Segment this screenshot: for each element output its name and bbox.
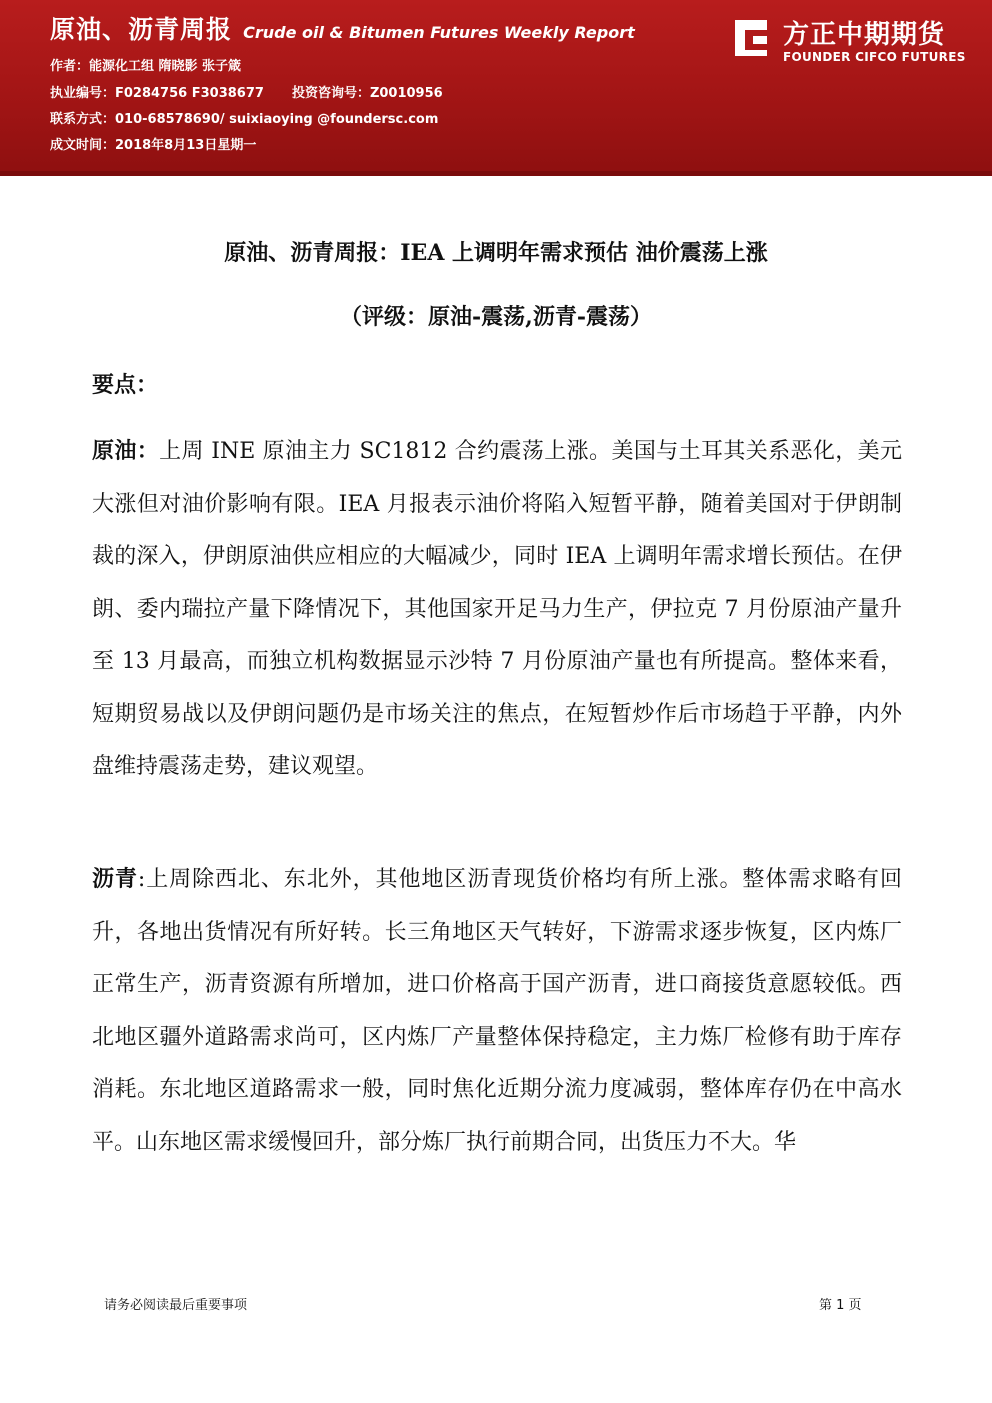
bitumen-text: :上周除西北、东北外，其他地区沥青现货价格均有所上涨。整体需求略有回升，各地出货情况有所好转。长三角地区天气转好，下游需求逐步恢复，区内炼厂正常生产，沥青资源有所增加，进口价格高于国产沥青，进口商接货意愿较低。西北地区疆外道路需求尚可，区内炼厂产量整体保持稳定，主力炼厂检修有助于库存消耗。东北地区道路需求一般，同时焦化近期分流力度减弱，整体库存仍在中高水平。山东地区需求缓慢回升，部分炼厂执行前期合同，出货压力不大。华: [92, 867, 902, 1155]
key-points-heading: 要点：: [92, 372, 159, 398]
logo-text-zh: 方正中期期货: [783, 20, 946, 50]
company-logo: [727, 14, 977, 66]
header-license-row: [50, 82, 443, 101]
header-authors: 作者：能源化工组 隋晓影 张子箴: [50, 59, 242, 74]
header-divider: [0, 171, 992, 176]
header-contact: 联系方式：010-68578690/ suixiaoying @foundersc.com: [50, 112, 439, 127]
document-title: 原油、沥青周报：IEA 上调明年需求预估 油价震荡上涨: [224, 240, 768, 266]
report-header: [0, 0, 992, 171]
header-title-zh: 原油、沥青周报: [50, 15, 233, 44]
header-license: 执业编号：F0284756 F3038677: [50, 86, 264, 101]
footer-notice: 请务必阅读最后重要事项: [104, 1298, 248, 1313]
header-date: 成文时间：2018年8月13日星期一: [50, 138, 257, 153]
document-rating: （评级：原油-震荡,沥青-震荡）: [340, 304, 652, 330]
crude-oil-lead: 原油：: [92, 438, 160, 464]
header-consult: 投资咨询号：Z0010956: [291, 86, 443, 101]
crude-oil-paragraph: [92, 425, 902, 794]
crude-oil-text: 上周 INE 原油主力 SC1812 合约震荡上涨。美国与土耳其关系恶化，美元大涨但对油价影响有限。IEA 月报表示油价将陷入短暂平静，随着美国对于伊朗制裁的深入，伊朗原油供应相应的大幅减少，同时 IEA 上调明年需求增长预估。在伊朗、委内瑞拉产量下降情况下，其他国家开足马力生产，伊拉克 7 月份原油产量升至 13 月最高，而独立机构数据显示沙特 7 月份原油产量也有所提高。整体来看，短期贸易战以及伊朗问题仍是市场关注的焦点，在短暂炒作后市场趋于平静，内外盘维持震荡走势，建议观望。: [92, 439, 902, 779]
bitumen-paragraph: [92, 853, 902, 1169]
logo-text-en: FOUNDER CIFCO FUTURES: [783, 50, 966, 64]
bitumen-lead: 沥青: [92, 866, 138, 892]
header-title: [50, 10, 635, 46]
header-title-en: Crude oil & Bitumen Futures Weekly Report: [243, 23, 635, 42]
footer-page-number: 第 1 页: [819, 1298, 862, 1313]
logo-mark-icon: [727, 16, 773, 60]
